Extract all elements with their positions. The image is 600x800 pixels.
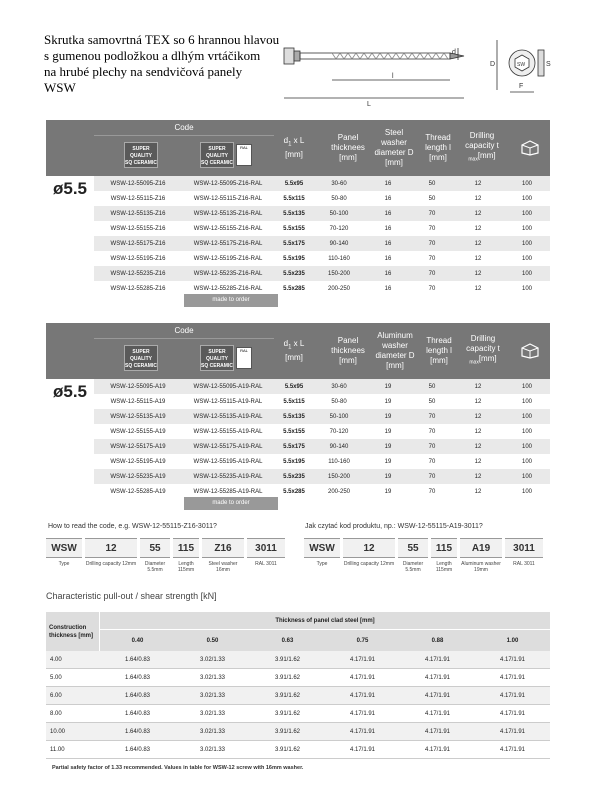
code-segment-value: 115 bbox=[431, 538, 457, 558]
table-cell: WSW-12-55285-Z16-RAL bbox=[193, 285, 263, 292]
table2-col-dxl: $d_1$ x L [mm] bbox=[283, 339, 305, 362]
table-cell: 12 bbox=[474, 383, 482, 390]
table-cell: 16 bbox=[384, 225, 392, 232]
table-cell: 11.00 bbox=[50, 746, 65, 753]
code-segment-value: 115 bbox=[173, 538, 199, 558]
code-segment bbox=[140, 538, 170, 573]
table1-rows bbox=[94, 176, 550, 296]
table-cell: WSW-12-55175-A19 bbox=[110, 443, 166, 450]
title-line: na hrubé plechy na sendvičová panely bbox=[44, 64, 243, 79]
construction-thickness-header: Construction thickness [mm] bbox=[46, 612, 100, 651]
table-cell: 70 bbox=[428, 443, 436, 450]
thickness-col-header: 1.00 bbox=[506, 637, 519, 644]
table-cell: 70 bbox=[428, 428, 436, 435]
table-cell: 50 bbox=[428, 398, 436, 405]
table-cell: WSW-12-55115-Z16-RAL bbox=[193, 195, 263, 202]
table-cell: 1.64/0.83 bbox=[124, 674, 151, 681]
table-cell: 12 bbox=[474, 428, 482, 435]
table-cell: 5.5x115 bbox=[283, 398, 305, 405]
table2-col-panel: Panel thicknees [mm] bbox=[331, 336, 365, 365]
code-segment-label: Length 115mm bbox=[177, 561, 195, 573]
table-cell: 100 bbox=[521, 240, 532, 247]
table1-super-quality-ral-badge: SUPER QUALITY SQ CERAMIC bbox=[200, 142, 234, 168]
table-cell: 1.64/0.83 bbox=[124, 728, 151, 735]
table-cell: 19 bbox=[384, 383, 392, 390]
table-cell: 3.91/1.62 bbox=[274, 656, 301, 663]
table-cell: 4.17/1.91 bbox=[424, 728, 451, 735]
table-cell: 5.5x235 bbox=[283, 473, 305, 480]
table-cell: 5.5x285 bbox=[283, 285, 305, 292]
table-row bbox=[94, 191, 550, 206]
table-cell: 100 bbox=[521, 443, 532, 450]
table-cell: 90-140 bbox=[329, 240, 349, 247]
table-cell: 3.91/1.62 bbox=[274, 674, 301, 681]
code-segment bbox=[431, 538, 457, 573]
table-cell: 70-120 bbox=[329, 225, 349, 232]
table-cell: 50-100 bbox=[329, 210, 349, 217]
table1-diameter: ø5.5 bbox=[46, 176, 94, 296]
table-cell: 50-80 bbox=[331, 195, 347, 202]
table-cell: WSW-12-55095-A19-RAL bbox=[193, 383, 263, 390]
table-cell: 12 bbox=[474, 473, 482, 480]
code-segment-value: 3011 bbox=[505, 538, 543, 558]
table-cell: 4.17/1.91 bbox=[349, 674, 376, 681]
table-cell: 4.17/1.91 bbox=[499, 728, 526, 735]
table-cell: 70 bbox=[428, 255, 436, 262]
howto-right: Jak czytać kod produktu, np.: WSW-12-55115-A19-3011? bbox=[305, 523, 483, 530]
safety-note: Partial safety factor of 1.33 recommended. Values in table for WSW-12 screw with 16mm washer. bbox=[52, 765, 304, 771]
table-cell: 8.00 bbox=[50, 710, 62, 717]
table-cell: WSW-12-55195-Z16 bbox=[110, 255, 166, 262]
table-cell: 5.5x135 bbox=[283, 210, 305, 217]
code-segment-label: RAL 3011 bbox=[513, 561, 535, 567]
table-row bbox=[94, 236, 550, 251]
table-cell: 100 bbox=[521, 225, 532, 232]
table-cell: 12 bbox=[474, 180, 482, 187]
table-cell: WSW-12-55155-A19-RAL bbox=[193, 428, 263, 435]
table-cell: 5.5x175 bbox=[283, 443, 305, 450]
table2-super-quality-ral-badge: SUPER QUALITY SQ CERAMIC bbox=[200, 345, 234, 371]
table-cell: 4.17/1.91 bbox=[349, 692, 376, 699]
table-cell: 4.17/1.91 bbox=[499, 710, 526, 717]
code-segment-label: Diameter 5.5mm bbox=[144, 561, 166, 573]
code-breakdown-right bbox=[304, 538, 546, 573]
table-row bbox=[94, 394, 550, 409]
table-row bbox=[94, 251, 550, 266]
code-breakdown-left bbox=[46, 538, 288, 573]
l-label: l bbox=[392, 73, 394, 80]
table-cell: 12 bbox=[474, 488, 482, 495]
table-cell: 3.02/1.33 bbox=[199, 710, 226, 717]
title-line: Skrutka samovrtná TEX so 6 hrannou hlavou bbox=[44, 32, 280, 47]
table2-super-quality-badge: SUPER QUALITY SQ CERAMIC bbox=[124, 345, 158, 371]
table-cell: 4.17/1.91 bbox=[424, 674, 451, 681]
code-segment-label: Drilling capacity 12mm bbox=[85, 561, 137, 567]
panel-thickness-header: Thickness of panel clad steel [mm] bbox=[100, 612, 550, 630]
table-row bbox=[94, 424, 550, 439]
table2-ral-icon: RAL bbox=[236, 347, 252, 369]
table-cell: 1.64/0.83 bbox=[124, 710, 151, 717]
table-cell: 12 bbox=[474, 210, 482, 217]
code-segment bbox=[173, 538, 199, 573]
table-cell: 5.5x95 bbox=[284, 180, 304, 187]
thickness-col-header: 0.75 bbox=[356, 637, 369, 644]
table-cell: 100 bbox=[521, 383, 532, 390]
code-segment bbox=[202, 538, 244, 573]
table-row bbox=[94, 469, 550, 484]
table-cell: 30-60 bbox=[331, 180, 347, 187]
table-cell: 5.5x155 bbox=[283, 428, 305, 435]
code-segment-value: Z16 bbox=[202, 538, 244, 558]
code-segment-label: Length 115mm bbox=[435, 561, 453, 573]
table-cell: 16 bbox=[384, 285, 392, 292]
table-cell: 4.17/1.91 bbox=[499, 674, 526, 681]
table-row bbox=[46, 669, 550, 687]
title-line: s gumenou podložkou a dlhým vrtáčikom bbox=[44, 48, 261, 63]
product-title bbox=[44, 32, 284, 96]
table-cell: 5.5x235 bbox=[283, 270, 305, 277]
table-cell: 110-160 bbox=[328, 458, 350, 465]
table-cell: WSW-12-55115-Z16 bbox=[110, 195, 166, 202]
table-cell: 70 bbox=[428, 473, 436, 480]
table2-col-thread: Thread length l [mm] bbox=[426, 336, 452, 365]
table-cell: WSW-12-55135-Z16 bbox=[110, 210, 166, 217]
table-cell: 19 bbox=[384, 398, 392, 405]
table-cell: 1.64/0.83 bbox=[124, 692, 151, 699]
table2-code-header: Code bbox=[94, 323, 274, 339]
table-cell: 3.91/1.62 bbox=[274, 728, 301, 735]
table-row bbox=[46, 705, 550, 723]
code-segment-value: 12 bbox=[343, 538, 395, 558]
code-segment bbox=[304, 538, 340, 573]
title-line: WSW bbox=[44, 80, 76, 95]
table-row bbox=[46, 651, 550, 669]
table-cell: WSW-12-55235-Z16-RAL bbox=[193, 270, 263, 277]
table-cell: 5.5x155 bbox=[283, 225, 305, 232]
table-cell: WSW-12-55175-Z16 bbox=[110, 240, 166, 247]
table-row bbox=[46, 687, 550, 705]
table-cell: 50 bbox=[428, 180, 436, 187]
table1-col-thread: Thread length l [mm] bbox=[425, 133, 451, 162]
table-cell: WSW-12-55175-Z16-RAL bbox=[193, 240, 263, 247]
table-cell: 12 bbox=[474, 285, 482, 292]
code-segment-label: Steel washer 16mm bbox=[208, 561, 238, 573]
table-row bbox=[94, 379, 550, 394]
code-segment-value: 55 bbox=[398, 538, 428, 558]
table-cell: 5.5x195 bbox=[283, 458, 305, 465]
table-cell: 70 bbox=[428, 458, 436, 465]
table-cell: WSW-12-55235-A19 bbox=[110, 473, 166, 480]
table-cell: WSW-12-55155-Z16 bbox=[110, 225, 166, 232]
table-cell: 4.17/1.91 bbox=[499, 746, 526, 753]
table-cell: WSW-12-55195-A19-RAL bbox=[193, 458, 263, 465]
code-segment-label: Diameter 5.5mm bbox=[402, 561, 424, 573]
table-cell: 90-140 bbox=[329, 443, 349, 450]
code-segment bbox=[85, 538, 137, 573]
table-cell: 100 bbox=[521, 488, 532, 495]
code-segment-value: WSW bbox=[304, 538, 340, 558]
box-icon bbox=[520, 343, 540, 359]
table-cell: 100 bbox=[521, 255, 532, 262]
table-cell: 1.64/0.83 bbox=[124, 656, 151, 663]
table-cell: 5.5x115 bbox=[283, 195, 305, 202]
table-cell: 16 bbox=[384, 255, 392, 262]
table-cell: WSW-12-55095-A19 bbox=[110, 383, 166, 390]
F-label: F bbox=[519, 83, 524, 90]
d1-label: d bbox=[452, 49, 456, 56]
table-cell: 12 bbox=[474, 240, 482, 247]
table-cell: 100 bbox=[521, 180, 532, 187]
table-cell: 16 bbox=[384, 240, 392, 247]
table-row bbox=[94, 266, 550, 281]
table-cell: WSW-12-55135-Z16-RAL bbox=[193, 210, 263, 217]
table-row bbox=[94, 176, 550, 191]
table-cell: WSW-12-55285-A19-RAL bbox=[193, 488, 263, 495]
table-cell: WSW-12-55155-Z16-RAL bbox=[193, 225, 263, 232]
table-cell: 100 bbox=[521, 413, 532, 420]
table-cell: 50 bbox=[428, 383, 436, 390]
table-cell: 19 bbox=[384, 473, 392, 480]
code-segment bbox=[247, 538, 285, 573]
table-cell: WSW-12-55195-Z16-RAL bbox=[193, 255, 263, 262]
code-segment-value: WSW bbox=[46, 538, 82, 558]
code-segment-label: Drilling capacity 12mm bbox=[343, 561, 395, 567]
table-cell: 4.17/1.91 bbox=[424, 692, 451, 699]
SW-label: SW bbox=[517, 62, 526, 68]
strength-header bbox=[46, 612, 550, 651]
table-cell: 19 bbox=[384, 488, 392, 495]
code-segment-label: Aluminum washer 19mm bbox=[461, 561, 501, 573]
table-cell: 19 bbox=[384, 413, 392, 420]
table-row bbox=[46, 723, 550, 741]
table-cell: 19 bbox=[384, 458, 392, 465]
table-row bbox=[94, 206, 550, 221]
S-label: S bbox=[546, 61, 551, 68]
thickness-col-header: 0.63 bbox=[281, 637, 294, 644]
table1-col-dxl: $d_1$ x L [mm] bbox=[283, 136, 305, 159]
table-cell: 16 bbox=[384, 270, 392, 277]
table-cell: 100 bbox=[521, 285, 532, 292]
L-label: L bbox=[367, 101, 371, 108]
table1-col-panel: Panel thicknees [mm] bbox=[331, 133, 365, 162]
table2-rows bbox=[94, 379, 550, 499]
table-cell: 100 bbox=[521, 458, 532, 465]
table-cell: 70 bbox=[428, 240, 436, 247]
table-cell: 12 bbox=[474, 398, 482, 405]
table-cell: 5.5x195 bbox=[283, 255, 305, 262]
table-cell: 150-200 bbox=[327, 473, 351, 480]
table-cell: 12 bbox=[474, 443, 482, 450]
screw-drawing bbox=[272, 30, 562, 115]
table-row bbox=[94, 281, 550, 296]
code-segment bbox=[46, 538, 82, 573]
table-cell: 5.5x135 bbox=[283, 413, 305, 420]
table-cell: 200-250 bbox=[327, 285, 351, 292]
table-cell: 70 bbox=[428, 225, 436, 232]
table-cell: 4.17/1.91 bbox=[424, 746, 451, 753]
thickness-col-header: 0.50 bbox=[206, 637, 219, 644]
table-cell: 4.17/1.91 bbox=[349, 728, 376, 735]
table-cell: 12 bbox=[474, 195, 482, 202]
table-cell: 100 bbox=[521, 428, 532, 435]
table-row bbox=[94, 454, 550, 469]
table-row bbox=[94, 221, 550, 236]
strength-title: Characteristic pull-out / shear strength [kN] bbox=[46, 591, 217, 601]
table-cell: 5.5x175 bbox=[283, 240, 305, 247]
table-cell: 3.91/1.62 bbox=[274, 692, 301, 699]
howto-left: How to read the code, e.g. WSW-12-55115-Z16-3011? bbox=[48, 523, 217, 530]
code-segment bbox=[505, 538, 543, 573]
table-cell: WSW-12-55095-Z16-RAL bbox=[193, 180, 263, 187]
table1-ral-icon: RAL bbox=[236, 144, 252, 166]
table-cell: 200-250 bbox=[327, 488, 351, 495]
table-cell: 4.17/1.91 bbox=[349, 746, 376, 753]
table-cell: 5.5x285 bbox=[283, 488, 305, 495]
table-cell: WSW-12-55235-Z16 bbox=[110, 270, 166, 277]
table-cell: 4.17/1.91 bbox=[424, 656, 451, 663]
table-cell: 5.5x95 bbox=[284, 383, 304, 390]
table-cell: 70 bbox=[428, 488, 436, 495]
table-cell: WSW-12-55285-A19 bbox=[110, 488, 166, 495]
code-segment bbox=[460, 538, 502, 573]
table-cell: 19 bbox=[384, 443, 392, 450]
table-row bbox=[94, 439, 550, 454]
table-cell: 12 bbox=[474, 458, 482, 465]
table-cell: 4.17/1.91 bbox=[499, 692, 526, 699]
table-cell: 12 bbox=[474, 413, 482, 420]
table-cell: 19 bbox=[384, 428, 392, 435]
table-cell: 70 bbox=[428, 210, 436, 217]
table-cell: WSW-12-55235-A19-RAL bbox=[193, 473, 263, 480]
table-cell: 4.17/1.91 bbox=[349, 656, 376, 663]
table-cell: 70 bbox=[428, 270, 436, 277]
table-cell: WSW-12-55095-Z16 bbox=[110, 180, 166, 187]
table-cell: 3.02/1.33 bbox=[199, 692, 226, 699]
box-icon bbox=[520, 140, 540, 156]
table-cell: 4.17/1.91 bbox=[424, 710, 451, 717]
table-cell: 3.02/1.33 bbox=[199, 674, 226, 681]
table-cell: 6.00 bbox=[50, 692, 62, 699]
table1-col-drill: Drilling capacity t $_{max}$[mm] bbox=[465, 131, 499, 163]
table-cell: WSW-12-55175-A19-RAL bbox=[193, 443, 263, 450]
table-cell: 12 bbox=[474, 255, 482, 262]
table-cell: 4.17/1.91 bbox=[499, 656, 526, 663]
table-cell: WSW-12-55115-A19-RAL bbox=[193, 398, 263, 405]
table-cell: 3.91/1.62 bbox=[274, 746, 301, 753]
code-segment bbox=[343, 538, 395, 573]
table2-made-to-order: made to order bbox=[184, 497, 278, 510]
table-cell: WSW-12-55155-A19 bbox=[110, 428, 166, 435]
table-cell: 70-120 bbox=[329, 428, 349, 435]
table-cell: 70 bbox=[428, 413, 436, 420]
table-cell: 3.02/1.33 bbox=[199, 728, 226, 735]
table-cell: 100 bbox=[521, 210, 532, 217]
table-cell: 70 bbox=[428, 285, 436, 292]
table-cell: WSW-12-55135-A19-RAL bbox=[193, 413, 263, 420]
table-row bbox=[46, 741, 550, 759]
table-cell: 3.91/1.62 bbox=[274, 710, 301, 717]
table2-col-drill: Drilling capacity t $_{max}$[mm] bbox=[466, 334, 500, 366]
code-segment-value: 55 bbox=[140, 538, 170, 558]
table-cell: WSW-12-55115-A19 bbox=[110, 398, 166, 405]
table1-made-to-order: made to order bbox=[184, 294, 278, 307]
table-cell: 100 bbox=[521, 195, 532, 202]
thickness-col-header: 0.40 bbox=[131, 637, 144, 644]
table-cell: 1.64/0.83 bbox=[124, 746, 151, 753]
code-segment-label: RAL 3011 bbox=[255, 561, 277, 567]
table-cell: 100 bbox=[521, 398, 532, 405]
table-cell: 16 bbox=[384, 210, 392, 217]
table-cell: 150-200 bbox=[327, 270, 351, 277]
table-cell: 16 bbox=[384, 180, 392, 187]
code-segment-value: 3011 bbox=[247, 538, 285, 558]
table-cell: 110-160 bbox=[328, 255, 350, 262]
strength-table bbox=[46, 612, 550, 759]
table-cell: 4.00 bbox=[50, 656, 62, 663]
table-cell: 3.02/1.33 bbox=[199, 656, 226, 663]
table-cell: 4.17/1.91 bbox=[349, 710, 376, 717]
code-segment-label: Type bbox=[316, 561, 328, 567]
table-cell: 3.02/1.33 bbox=[199, 746, 226, 753]
table-cell: 50 bbox=[428, 195, 436, 202]
table-cell: 10.00 bbox=[50, 728, 66, 735]
table-cell: 50-80 bbox=[331, 398, 347, 405]
table-cell: 100 bbox=[521, 473, 532, 480]
table1-code-header: Code bbox=[94, 120, 274, 136]
table1-col-washer: Steel washer diameter D [mm] bbox=[374, 128, 414, 167]
thickness-col-header: 0.88 bbox=[431, 637, 444, 644]
code-segment-value: A19 bbox=[460, 538, 502, 558]
table-cell: WSW-12-55285-Z16 bbox=[110, 285, 166, 292]
table-cell: 50-100 bbox=[329, 413, 349, 420]
table-cell: 12 bbox=[474, 225, 482, 232]
table-cell: 16 bbox=[384, 195, 392, 202]
table-cell: WSW-12-55135-A19 bbox=[110, 413, 166, 420]
table-row bbox=[94, 409, 550, 424]
code-segment bbox=[398, 538, 428, 573]
code-segment-label: Type bbox=[58, 561, 70, 567]
table-cell: 5.00 bbox=[50, 674, 62, 681]
table1-super-quality-badge: SUPER QUALITY SQ CERAMIC bbox=[124, 142, 158, 168]
table-cell: 12 bbox=[474, 270, 482, 277]
D-label: D bbox=[490, 61, 496, 68]
table2-col-washer: Aluminum washer diameter D [mm] bbox=[375, 331, 415, 370]
table-cell: 100 bbox=[521, 270, 532, 277]
code-segment-value: 12 bbox=[85, 538, 137, 558]
table-row bbox=[94, 484, 550, 499]
table2-diameter: ø5.5 bbox=[46, 379, 94, 499]
table-cell: 30-60 bbox=[331, 383, 347, 390]
table-cell: WSW-12-55195-A19 bbox=[110, 458, 166, 465]
